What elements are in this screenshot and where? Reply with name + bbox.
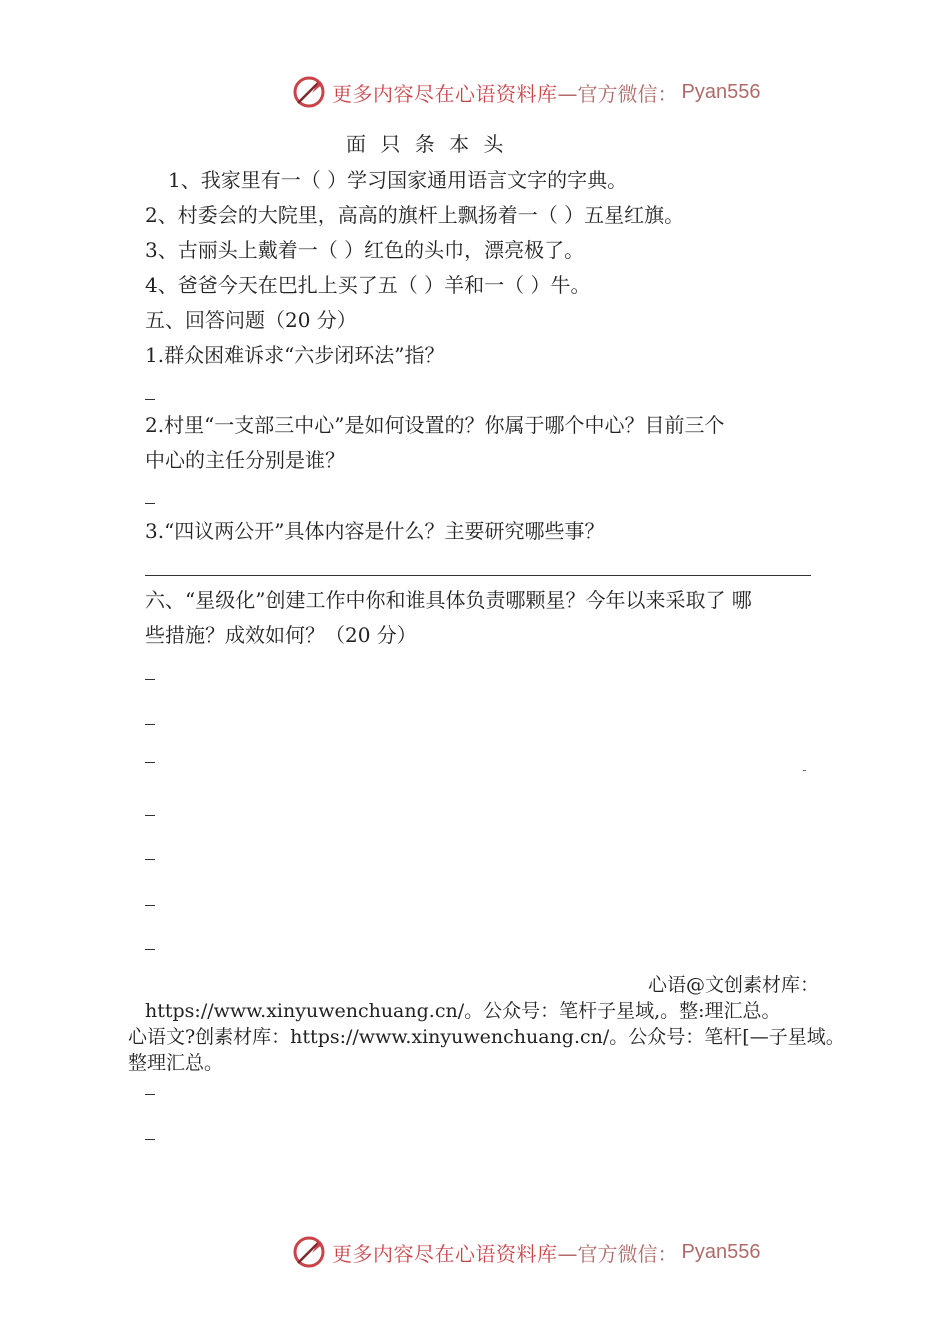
footer-source-line-2: 心语文?创素材库：https://www.xinyuwenchuang.cn/。公众号：笔杆[—子星域。 [128, 1026, 845, 1048]
section6-line1: 六、“星级化”创建工作中你和谁具体负责哪颗星？今年以来采取了 哪 [145, 588, 752, 612]
answer-line [145, 1094, 155, 1095]
answer-line [145, 1139, 155, 1140]
question-1: 1.群众困难诉求“六步闭环法”指？ [145, 343, 445, 367]
bottom-banner [292, 1234, 760, 1270]
fill-item-2: 2、村委会的大院里，高高的旗杆上飘扬着一（ ）五星红旗。 [145, 203, 685, 227]
stray-mark [803, 770, 806, 771]
answer-rule [145, 575, 811, 576]
answer-line [145, 949, 155, 950]
section6-line2: 些措施？成效如何？（20 分） [145, 623, 417, 647]
banner-wechat-id: Pyan556 [681, 1240, 761, 1263]
fill-item-3: 3、古丽头上戴着一（ ）红色的头巾，漂亮极了。 [145, 238, 585, 262]
banner-text-main: 更多内容尽在心语资料库 [332, 81, 558, 106]
banner-text-official: —官方微信： [557, 1241, 678, 1266]
answer-line [145, 399, 155, 400]
top-banner [292, 74, 760, 110]
section5-title: 五、回答问题（20 分） [145, 308, 357, 332]
banner-text-main: 更多内容尽在心语资料库 [332, 1241, 558, 1266]
fill-item-1: 1、我家里有一（ ）学习国家通用语言文字的字典。 [168, 168, 628, 192]
answer-line [145, 815, 155, 816]
answer-line [145, 503, 155, 504]
question-2-line2: 中心的主任分别是谁？ [145, 448, 345, 472]
answer-line [145, 905, 155, 906]
word-bank: 面 只 条 本 头 [346, 132, 508, 156]
banner-text-official: —官方微信： [557, 81, 678, 106]
quill-logo-icon [292, 75, 326, 109]
answer-line [145, 679, 155, 680]
footer-source-line-3: 整理汇总。 [128, 1052, 224, 1074]
banner-wechat-id: Pyan556 [681, 80, 761, 103]
footer-source-label: 心语@文创素材库： [648, 974, 820, 996]
question-2-line1: 2.村里“一支部三中心”是如何设置的？你属于哪个中心？目前三个 [145, 413, 725, 437]
quill-logo-icon [292, 1235, 326, 1269]
fill-item-4: 4、爸爸今天在巴扎上买了五（ ）羊和一（ ）牛。 [145, 273, 591, 297]
question-3: 3.“四议两公开”具体内容是什么？主要研究哪些事？ [145, 519, 605, 543]
footer-source-line: https://www.xinyuwenchuang.cn/。公众号：笔杆子星域,。整:理汇总。 [145, 1000, 781, 1022]
answer-line [145, 859, 155, 860]
answer-line [145, 724, 155, 725]
answer-line [145, 762, 155, 763]
